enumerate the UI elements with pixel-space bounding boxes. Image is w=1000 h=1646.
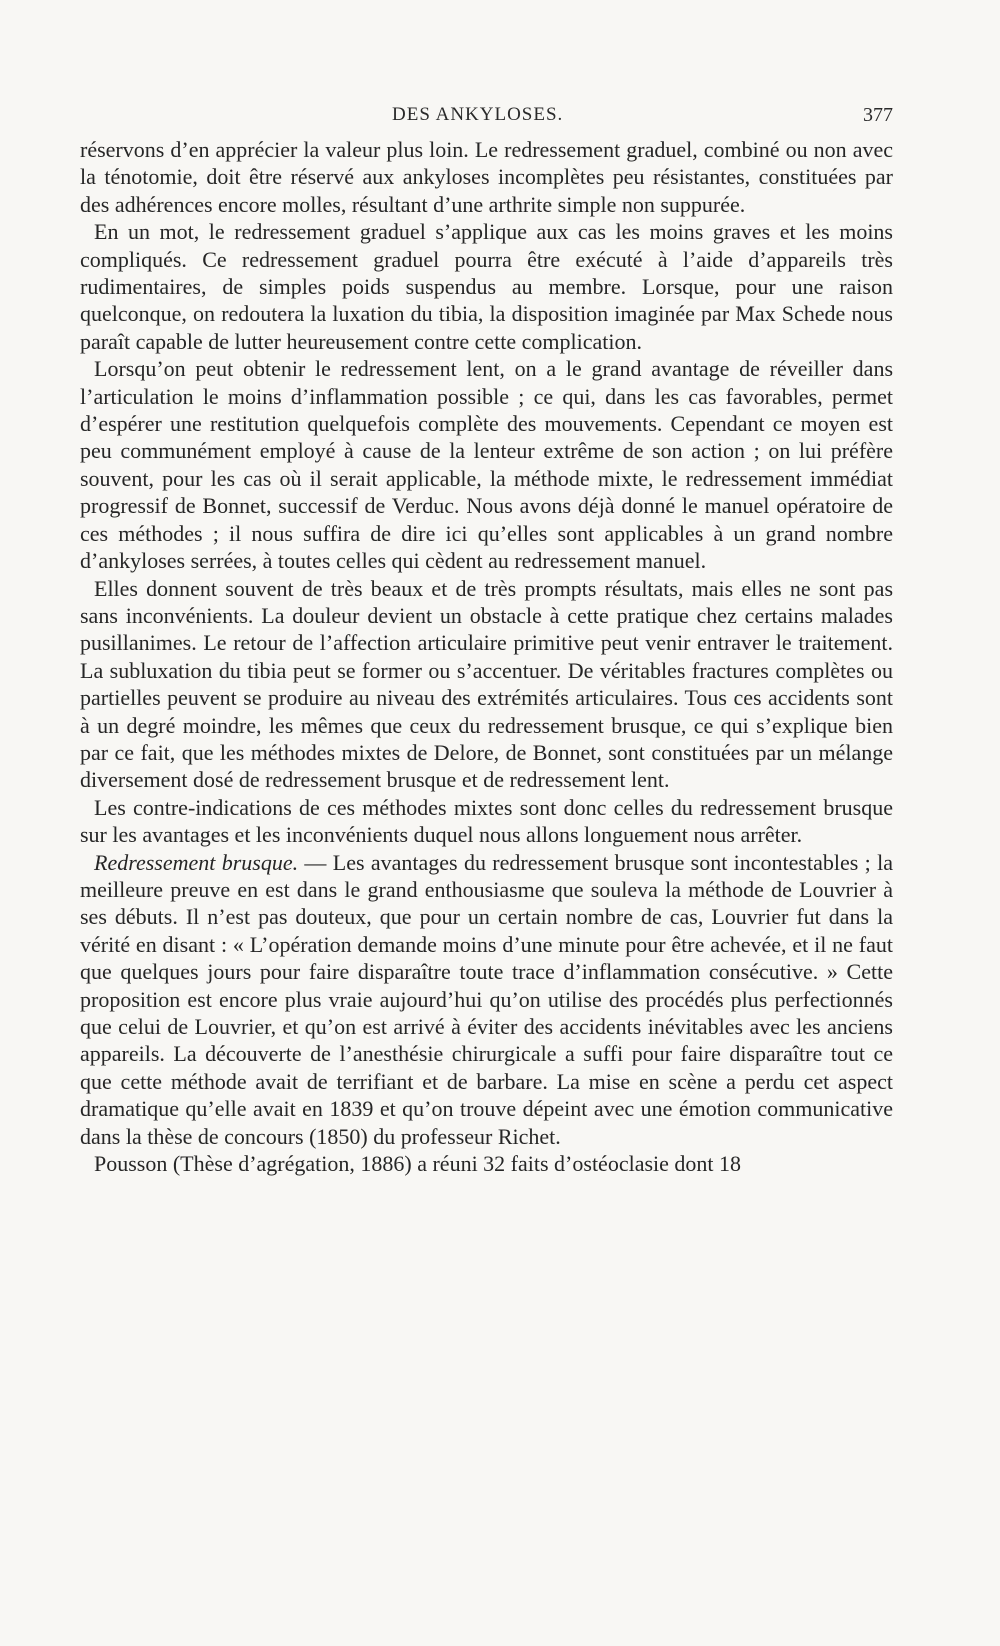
page-number: 377: [863, 104, 893, 126]
paragraph: [80, 849, 893, 1150]
paragraph: réservons d’en apprécier la valeur plus loin. Le redressement graduel, combiné ou non avec la ténotomie, doit être réservé aux ankyloses incomplètes peu résistantes, constituées par des adhérences encore molles, résultant d’une arthrite simple non suppurée.: [80, 137, 893, 217]
body-text: [80, 136, 893, 1177]
running-title: DES ANKYLOSES.: [392, 104, 564, 125]
paragraph-text: — Les avantages du redressement brusque sont incontestables ; la meilleure preuve en est dans le grand enthousiasme que souleva la méthode de Louvrier à ses débuts. Il n’est pas douteux, que pour un certain nombre de cas, Louvrier fut dans la vérité en disant : « L’opération demande moins d’une minute pour être achevée, et il ne faut que quelques jours pour faire disparaître toute trace d’inflammation consécutive. » Cette proposition est encore plus vraie aujourd’hui qu’on utilise des procédés plus perfectionnés que celui de Louvrier, et qu’on est arrivé à éviter des accidents inévitables avec les anciens appareils. La découverte de l’anesthésie chirurgicale a suffi pour faire disparaître tout ce que cette méthode avait de terrifiant et de barbare. La mise en scène a perdu cet aspect dramatique qu’elle avait en 1839 et qu’on trouve dépeint avec une émotion communicative dans la thèse de concours (1850) du professeur Richet.: [80, 849, 893, 1149]
paragraph: En un mot, le redressement graduel s’applique aux cas les moins graves et les moins compliqués. Ce redressement graduel pourra être exécuté à l’aide d’appareils très rudimentaires, de simples poids suspendus au membre. Lorsque, pour une raison quelconque, on redoutera la luxation du tibia, la disposition imaginée par Max Schede nous paraît capable de lutter heureusement contre cette complication.: [80, 219, 893, 354]
paragraph: Elles donnent souvent de très beaux et de très prompts résultats, mais elles ne sont pas sans inconvénients. La douleur devient un obstacle à cette pratique chez certains malades pusillanimes. Le retour de l’affection articulaire primitive peut venir entraver le traitement. La subluxation du tibia peut se former ou s’accentuer. De véritables fractures complètes ou partielles peuvent se produire au niveau des extrémités articulaires. Tous ces accidents sont à un degré moindre, les mêmes que ceux du redressement brusque, ce qui s’explique bien par ce fait, que les méthodes mixtes de Delore, de Bonnet, sont constituées par un mélange diversement dosé de redressement brusque et de redressement lent.: [80, 575, 893, 793]
paragraph: Pousson (Thèse d’agrégation, 1886) a réuni 32 faits d’ostéoclasie dont 18: [94, 1151, 742, 1177]
paragraph: Les contre-indications de ces méthodes mixtes sont donc celles du redressement brusque sur les avantages et les inconvénients duquel nous allons longuement nous arrêter.: [80, 794, 893, 848]
paragraph: Lorsqu’on peut obtenir le redressement lent, on a le grand avantage de réveiller dans l’articulation le moins d’inflammation possible ; ce qui, dans les cas favorables, permet d’espérer une restitution quelquefois complète des mouvements. Cependant ce moyen est peu communément employé à cause de la lenteur extrême de son action ; on lui préfère souvent, pour les cas où il serait applicable, la méthode mixte, le redressement immédiat progressif de Bonnet, successif de Verduc. Nous avons déjà donné le manuel opératoire de ces méthodes ; il nous suffira de dire ici qu’elles sont applicables à un grand nombre d’ankyloses serrées, à toutes celles qui cèdent au redressement manuel.: [80, 356, 893, 574]
page-header: [80, 104, 893, 134]
section-lead: Redressement brusque.: [94, 849, 299, 875]
